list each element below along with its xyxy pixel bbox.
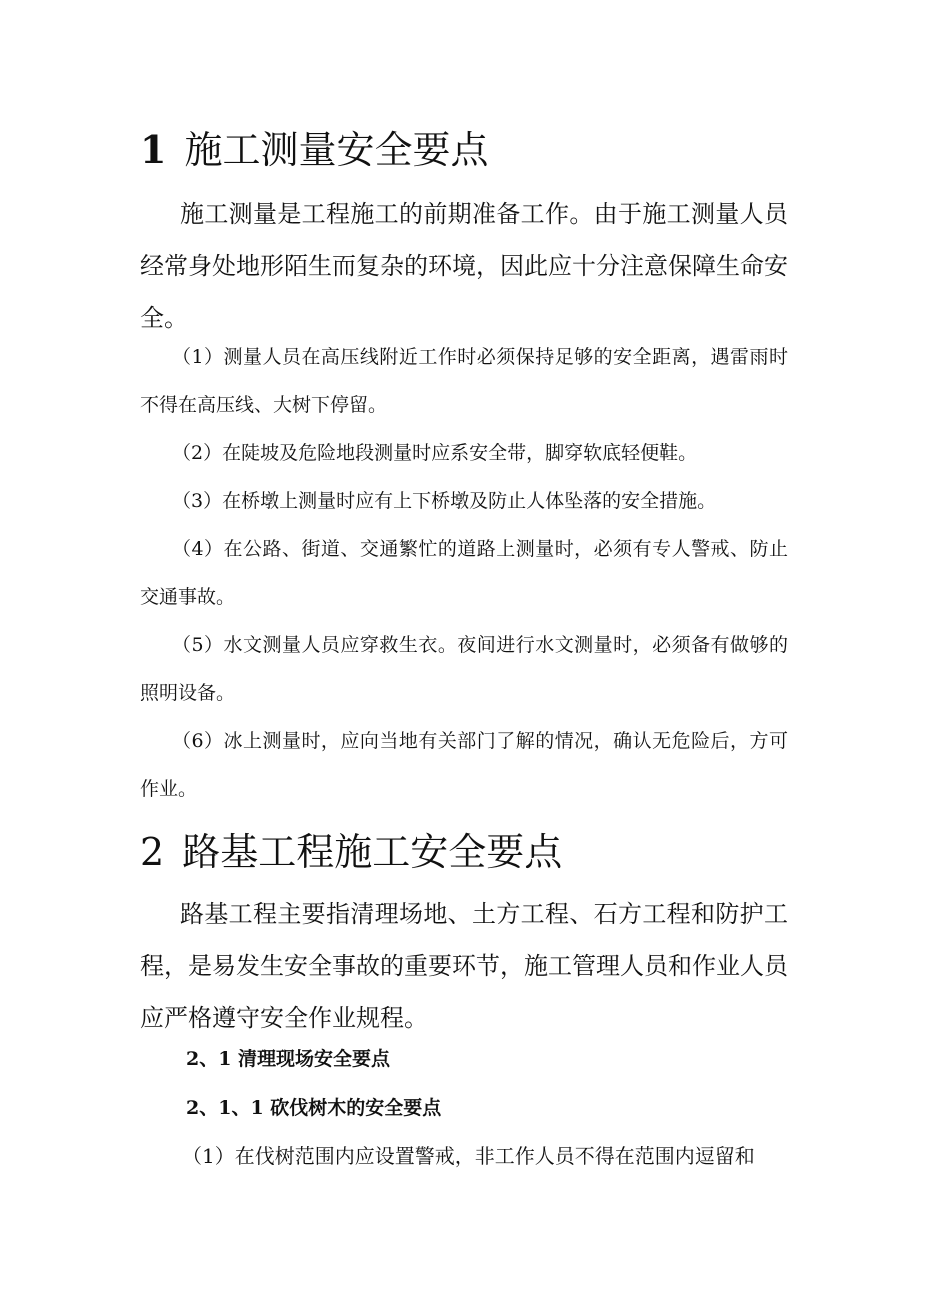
section-1-item-2: （2）在陡坡及危险地段测量时应系安全带，脚穿软底轻便鞋。: [172, 442, 698, 464]
section-2-heading: [140, 829, 562, 875]
section-1-intro: 施工测量是工程施工的前期准备工作。由于施工测量人员经常身处地形陌生而复杂的环境，因此应十分注意保障生命安全。: [140, 200, 788, 332]
section-2-item-1: （1）在伐树范围内应设置警戒，非工作人员不得在范围内逗留和: [182, 1144, 755, 1168]
section-2-number: 2: [140, 830, 165, 874]
section-1-item-3: （3）在桥墩上测量时应有上下桥墩及防止人体坠落的安全措施。: [172, 490, 717, 512]
section-1-title: 施工测量安全要点: [184, 128, 489, 172]
section-1-item-1: （1）测量人员在高压线附近工作时必须保持足够的安全距离，遇雷雨时不得在高压线、大树下停留。: [140, 346, 788, 416]
subsection-2-1-heading: 2、1 清理现场安全要点: [186, 1048, 391, 1070]
section-1-item-4: （4）在公路、街道、交通繁忙的道路上测量时，必须有专人警戒、防止交通事故。: [140, 538, 788, 608]
section-1-item-6: （6）冰上测量时，应向当地有关部门了解的情况，确认无危险后，方可作业。: [140, 730, 788, 800]
section-1-number: 1: [140, 127, 167, 172]
subsection-2-1-1-heading: 2、1、1 砍伐树木的安全要点: [186, 1097, 442, 1119]
section-2-title: 路基工程施工安全要点: [182, 830, 563, 874]
section-1-item-5: （5）水文测量人员应穿救生衣。夜间进行水文测量时，必须备有做够的照明设备。: [140, 634, 788, 704]
section-1-heading: [140, 127, 488, 173]
section-2-intro: 路基工程主要指清理场地、土方工程、石方工程和防护工程，是易发生安全事故的重要环节，施工管理人员和作业人员应严格遵守安全作业规程。: [140, 900, 788, 1032]
